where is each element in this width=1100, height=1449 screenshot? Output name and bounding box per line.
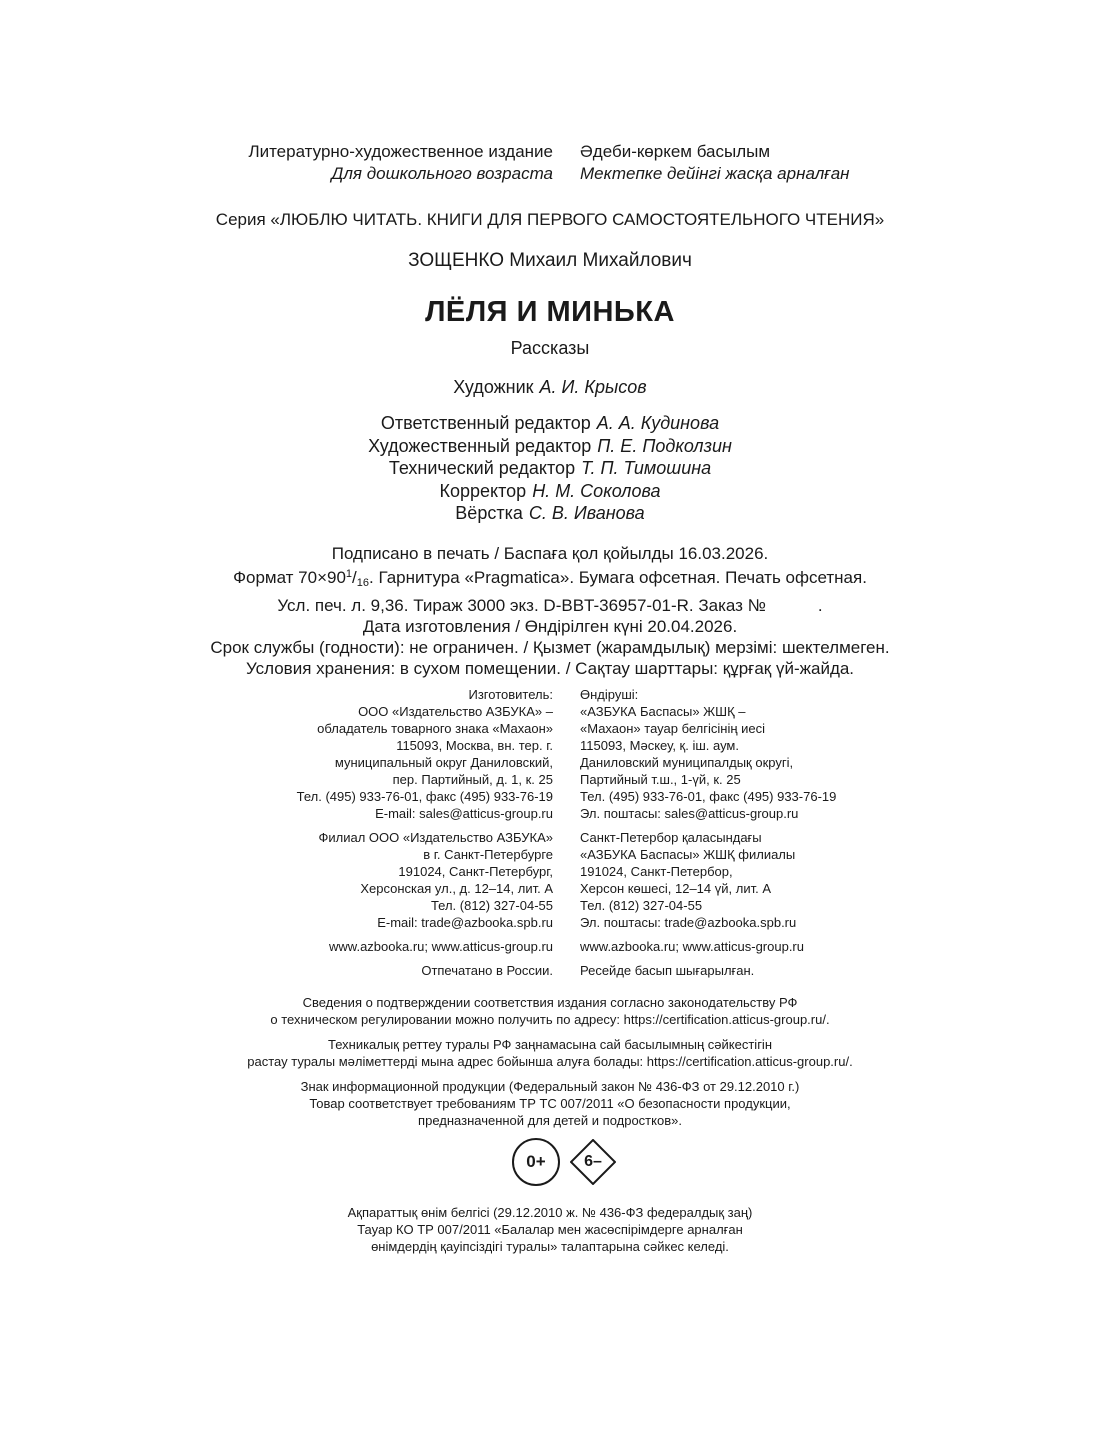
book-subtitle: Рассказы — [510, 338, 590, 358]
format-slash: / — [352, 568, 357, 588]
branch-line: Филиал ООО «Издательство АЗБУКА» — [318, 830, 553, 845]
edition-type-ru: Литературно-художественное издание — [248, 142, 553, 161]
imprint-print-run: Усл. печ. л. 9,36. Тираж 3000 экз. D-BBT-36957-01-R. Заказ № . — [277, 595, 823, 615]
branch-email: E-mail: trade@azbooka.spb.ru — [377, 915, 553, 930]
header-block — [0, 141, 1100, 187]
series-line: Серия «ЛЮБЛЮ ЧИТАТЬ. КНИГИ ДЛЯ ПЕРВОГО САМОСТОЯТЕЛЬНОГО ЧТЕНИЯ» — [215, 210, 885, 229]
header-right — [580, 141, 850, 185]
branch-email: Эл. поштасы: trade@azbooka.spb.ru — [580, 915, 797, 930]
manufacturer-line: пер. Партийный, д. 1, к. 25 — [392, 772, 553, 787]
printed-in-kz: Ресейде басып шығарылған. — [580, 963, 755, 978]
book-title: ЛЁЛЯ И МИНЬКА — [425, 296, 675, 328]
certification-ru — [0, 994, 1100, 1028]
imprint-format — [0, 564, 1100, 594]
manufacturer-line: 115093, Мәскеу, қ. іш. аум. — [580, 738, 739, 753]
branch-ru — [318, 829, 553, 931]
credit-row — [0, 502, 1100, 525]
imprint-service-life: Срок службы (годности): не ограничен. / Қызмет (жарамдылық) мерзімі: шектелмеген. — [210, 638, 890, 658]
manufacturer-line: ООО «Издательство АЗБУКА» – — [358, 704, 553, 719]
info-sign-line: Тауар КО ТР 007/2011 «Балалар мен жасөспірімдерге арналған — [357, 1222, 743, 1237]
manufacturer-kz — [580, 686, 836, 822]
manufacturer-line: Тел. (495) 933-76-01, факс (495) 933-76-19 — [296, 789, 553, 804]
credit-row — [0, 412, 1100, 435]
certification-line: растау туралы мәліметтерді мына адрес бойынша алуға болады: https://certification.atticus-group.ru/. — [247, 1054, 853, 1069]
credit-name: Т. П. Тимошина — [581, 458, 712, 478]
credit-row — [0, 480, 1100, 503]
credit-role: Художественный редактор — [368, 435, 592, 456]
age-group-kz: Мектепке дейінгі жасқа арналған — [580, 164, 850, 183]
format-prefix: Формат 70×90 — [233, 568, 346, 588]
credit-role: Технический редактор — [388, 458, 576, 478]
manufacturer-line: муниципальный округ Даниловский, — [334, 755, 553, 770]
web-links-kz: www.azbooka.ru; www.atticus-group.ru — [580, 939, 804, 954]
info-sign-kz — [0, 1204, 1100, 1255]
format-numerator: 1 — [345, 568, 353, 581]
printed-block — [0, 962, 1100, 980]
age-rating-circle-icon — [512, 1138, 560, 1186]
manufacturer-email: Эл. поштасы: sales@atticus-group.ru — [580, 806, 799, 821]
age-group-ru: Для дошкольного возраста — [331, 164, 553, 183]
age-rating-label: 0+ — [526, 1152, 546, 1171]
age-rating-diamond-icon — [570, 1139, 616, 1185]
format-rest: . Гарнитура «Pragmatica». Бумага офсетная. Печать офсетная. — [369, 568, 867, 588]
manufacturer-line: Тел. (495) 933-76-01, факс (495) 933-76-19 — [580, 789, 837, 804]
credits-block — [0, 412, 1100, 525]
age-rating-kz-label: 6– — [584, 1153, 602, 1170]
info-sign-line: Товар соответствует требованиям ТР ТС 007/2011 «О безопасности продукции, — [309, 1096, 791, 1111]
illustrator-role: Художник — [453, 377, 534, 397]
info-sign-line: Ақпараттық өнім белгісі (29.12.2010 ж. № 436-ФЗ федералдық заң) — [347, 1205, 753, 1220]
format-denominator: 16 — [356, 577, 370, 590]
author-name: ЗОЩЕНКО Михаил Михайлович — [408, 250, 692, 271]
credit-name: П. Е. Подколзин — [597, 435, 732, 456]
manufacturer-block — [0, 686, 1100, 826]
credit-row — [0, 435, 1100, 458]
branch-line: 191024, Санкт-Петербург, — [398, 864, 553, 879]
manufacturer-email: E-mail: sales@atticus-group.ru — [375, 806, 553, 821]
info-sign-line: предназначенной для детей и подростков». — [418, 1113, 682, 1128]
manufacturer-line: Партийный т.ш., 1-үй, к. 25 — [580, 772, 741, 787]
info-sign-line: өнімдердің қауіпсіздігі туралы» талаптарына сәйкес келеді. — [371, 1239, 729, 1254]
imprint-manufacture-date: Дата изготовления / Өндірілген күні 20.04.2026. — [362, 616, 738, 636]
info-sign-line: Знак информационной продукции (Федеральный закон № 436-ФЗ от 29.12.2010 г.) — [300, 1079, 800, 1094]
web-block — [0, 938, 1100, 956]
age-badges — [0, 1136, 1100, 1188]
branch-line: Тел. (812) 327-04-55 — [430, 898, 553, 913]
credit-name: С. В. Иванова — [528, 503, 645, 523]
credit-name: Н. М. Соколова — [532, 480, 661, 501]
branch-kz — [580, 829, 796, 931]
info-sign-ru — [0, 1078, 1100, 1129]
credit-role: Корректор — [439, 480, 527, 501]
manufacturer-line: обладатель товарного знака «Махаон» — [317, 721, 553, 736]
imprint-block — [0, 543, 1100, 680]
manufacturer-line: «АЗБУКА Баспасы» ЖШҚ – — [580, 704, 746, 719]
imprint-storage: Условия хранения: в сухом помещении. / Сақтау шарттары: құрғақ үй-жайда. — [245, 659, 855, 679]
manufacturer-line: «Махаон» тауар белгісінің иесі — [580, 721, 766, 736]
certification-kz — [0, 1036, 1100, 1070]
edition-type-kz: Әдеби-көркем басылым — [580, 142, 771, 161]
branch-line: «АЗБУКА Баспасы» ЖШҚ филиалы — [580, 847, 796, 862]
printed-in-ru: Отпечатано в России. — [421, 963, 553, 978]
branch-line: Тел. (812) 327-04-55 — [580, 898, 703, 913]
branch-line: 191024, Санкт-Петербор, — [580, 864, 733, 879]
credit-role: Ответственный редактор — [380, 413, 591, 433]
branch-line: в г. Санкт-Петербурге — [423, 847, 553, 862]
header-left — [248, 141, 553, 185]
manufacturer-line: Изготовитель: — [468, 687, 553, 702]
manufacturer-line: 115093, Москва, вн. тер. г. — [396, 738, 553, 753]
illustrator-name: А. И. Крысов — [539, 377, 647, 397]
manufacturer-line: Даниловский муниципалдық округі, — [580, 755, 794, 770]
credit-row — [0, 457, 1100, 480]
certification-line: о техническом регулировании можно получить по адресу: https://certification.atticus-group.ru/. — [270, 1012, 830, 1027]
credit-name: А. А. Кудинова — [596, 413, 720, 433]
illustrator-line — [0, 376, 1100, 399]
imprint-signed: Подписано в печать / Баспаға қол қойылды 16.03.2026. — [331, 544, 769, 563]
branch-line: Херсон көшесі, 12–14 үй, лит. А — [580, 881, 771, 896]
web-links-ru: www.azbooka.ru; www.atticus-group.ru — [329, 939, 553, 954]
branch-line: Санкт-Петербор қаласындағы — [580, 830, 762, 845]
branch-line: Херсонская ул., д. 12–14, лит. А — [360, 881, 553, 896]
certification-line: Сведения о подтверждении соответствия издания согласно законодательству РФ — [302, 995, 798, 1010]
manufacturer-ru — [297, 686, 553, 822]
manufacturer-line: Өндіруші: — [580, 687, 639, 702]
credit-role: Вёрстка — [455, 503, 523, 523]
certification-line: Техникалық реттеу туралы РФ заңнамасына сай басылымның сәйкестігін — [327, 1037, 772, 1052]
branch-block — [0, 829, 1100, 933]
